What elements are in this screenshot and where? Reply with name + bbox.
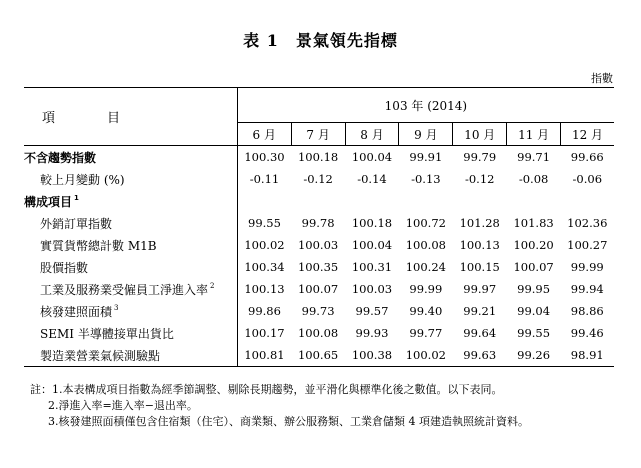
cell-value: 99.55 <box>248 216 281 230</box>
cell-value: 99.91 <box>409 150 443 164</box>
table-row <box>24 168 614 190</box>
cell-value: 99.94 <box>570 282 604 296</box>
cell-value: 100.27 <box>567 238 608 252</box>
cell-value: 100.18 <box>297 150 339 164</box>
month-header: 12 月 <box>561 123 614 146</box>
cell-value: 101.28 <box>459 216 500 230</box>
row-label: 外銷訂單指數 <box>24 212 237 234</box>
row-label-with-note <box>24 300 237 322</box>
month-header: 11 月 <box>507 123 561 146</box>
month-header: 9 月 <box>399 123 453 146</box>
cell-value: 100.34 <box>244 260 285 274</box>
row-label-composition <box>24 190 237 212</box>
cell-value: 99.77 <box>409 326 443 340</box>
cell-value: 100.15 <box>459 260 500 274</box>
cell-value: 100.81 <box>237 344 291 367</box>
cell-value: 100.35 <box>297 260 339 274</box>
row-label: 實質貨幣總計數 M1B <box>24 234 237 256</box>
footnote-1: 註：1.本表構成項目指數為經季節調整、剔除長期趨勢，並平滑化與標準化後之數值。以下表同。 <box>30 383 503 396</box>
cell-value: 100.13 <box>244 282 285 296</box>
cell-value: 100.31 <box>351 260 393 274</box>
cell-value: 100.24 <box>405 260 446 274</box>
cell-value: 99.97 <box>463 282 497 296</box>
cell-value: 100.08 <box>297 326 339 340</box>
cell-value: 99.40 <box>409 304 443 318</box>
cell-value: 99.21 <box>463 304 497 318</box>
cell-value: 99.93 <box>355 326 389 340</box>
cell-value: 99.95 <box>517 282 551 296</box>
cell-value: 100.03 <box>351 282 393 296</box>
empty-cell <box>237 190 614 212</box>
cell-value: 99.57 <box>355 304 389 318</box>
month-header: 7 月 <box>291 123 345 146</box>
cell-value: 100.02 <box>399 344 453 367</box>
row-label: 股價指數 <box>24 256 237 278</box>
cell-value: 99.78 <box>301 216 335 230</box>
cell-value: 100.30 <box>244 150 285 164</box>
cell-value: 99.99 <box>570 260 604 274</box>
item-header-b: 目 <box>107 111 121 126</box>
row-label: SEMI 半導體接單出貨比 <box>24 322 237 344</box>
cell-value: -0.14 <box>357 172 387 186</box>
footnote-marker: 1 <box>74 193 79 202</box>
cell-value: 99.64 <box>463 326 497 340</box>
cell-value: 100.08 <box>405 238 446 252</box>
month-header: 10 月 <box>453 123 507 146</box>
item-header-a: 項 <box>42 111 56 126</box>
cell-value: -0.12 <box>303 172 333 186</box>
cell-value: 99.79 <box>463 150 497 164</box>
cell-value: 100.72 <box>405 216 446 230</box>
cell-value: 100.04 <box>351 150 393 164</box>
cell-value: 100.13 <box>459 238 500 252</box>
table-row <box>24 322 614 344</box>
cell-value: 100.07 <box>513 260 554 274</box>
table-row <box>24 300 614 322</box>
table-row <box>24 256 614 278</box>
row-label-text: 構成項目 <box>24 194 73 209</box>
cell-value: 98.86 <box>570 304 604 318</box>
cell-value: 100.20 <box>513 238 554 252</box>
item-column-header <box>24 88 237 146</box>
cell-value: -0.11 <box>249 172 280 186</box>
cell-value: 102.36 <box>567 216 608 230</box>
row-label: 不含趨勢指數 <box>24 146 237 169</box>
footnote-marker: 3 <box>114 303 119 312</box>
table-row <box>24 146 614 169</box>
cell-value: 100.38 <box>345 344 399 367</box>
cell-value: 99.86 <box>248 304 281 318</box>
row-label: 較上月變動 (%) <box>24 168 237 190</box>
cell-value: 99.26 <box>507 344 561 367</box>
cell-value: 98.91 <box>561 344 614 367</box>
year-header: 103 年 (2014) <box>237 88 614 123</box>
cell-value: 99.04 <box>517 304 551 318</box>
cell-value: 99.63 <box>453 344 507 367</box>
footnote-marker: 2 <box>210 281 215 290</box>
cell-value: 100.02 <box>244 238 285 252</box>
cell-value: 100.03 <box>297 238 339 252</box>
cell-value: 100.18 <box>351 216 393 230</box>
row-label-text: 核發建照面積 <box>40 304 113 319</box>
cell-value: 99.71 <box>517 150 551 164</box>
cell-value: 100.65 <box>291 344 345 367</box>
cell-value: 99.46 <box>570 326 604 340</box>
table-title: 表 1 景氣領先指標 <box>243 31 398 50</box>
cell-value: -0.08 <box>518 172 549 186</box>
row-label-text: 工業及服務業受僱員工淨進入率 <box>40 282 209 297</box>
cell-value: 99.99 <box>409 282 443 296</box>
cell-value: 100.04 <box>351 238 393 252</box>
table-row <box>24 190 614 212</box>
leading-indicators-table <box>24 87 614 367</box>
footnote-3: 3.核發建照面積僅包含住宿類（住宅）、商業類、辦公服務類、工業倉儲類 4 項建造執照統計資料。 <box>48 415 529 428</box>
cell-value: 100.17 <box>244 326 285 340</box>
month-header: 8 月 <box>345 123 399 146</box>
cell-value: -0.12 <box>464 172 495 186</box>
cell-value: 99.66 <box>570 150 604 164</box>
table-row <box>24 278 614 300</box>
row-label-with-note <box>24 278 237 300</box>
cell-value: -0.06 <box>572 172 603 186</box>
cell-value: 99.55 <box>517 326 551 340</box>
cell-value: -0.13 <box>411 172 441 186</box>
cell-value: 101.83 <box>513 216 554 230</box>
table-row <box>24 234 614 256</box>
table-row <box>24 344 614 367</box>
month-header: 6 月 <box>237 123 291 146</box>
unit-label: 指數 <box>591 72 613 85</box>
footnote-2: 2.淨進入率=進入率−退出率。 <box>48 399 198 412</box>
cell-value: 100.07 <box>297 282 339 296</box>
row-label: 製造業營業氣候測驗點 <box>24 344 237 367</box>
table-row <box>24 212 614 234</box>
footnotes <box>30 382 529 430</box>
cell-value: 99.73 <box>301 304 335 318</box>
